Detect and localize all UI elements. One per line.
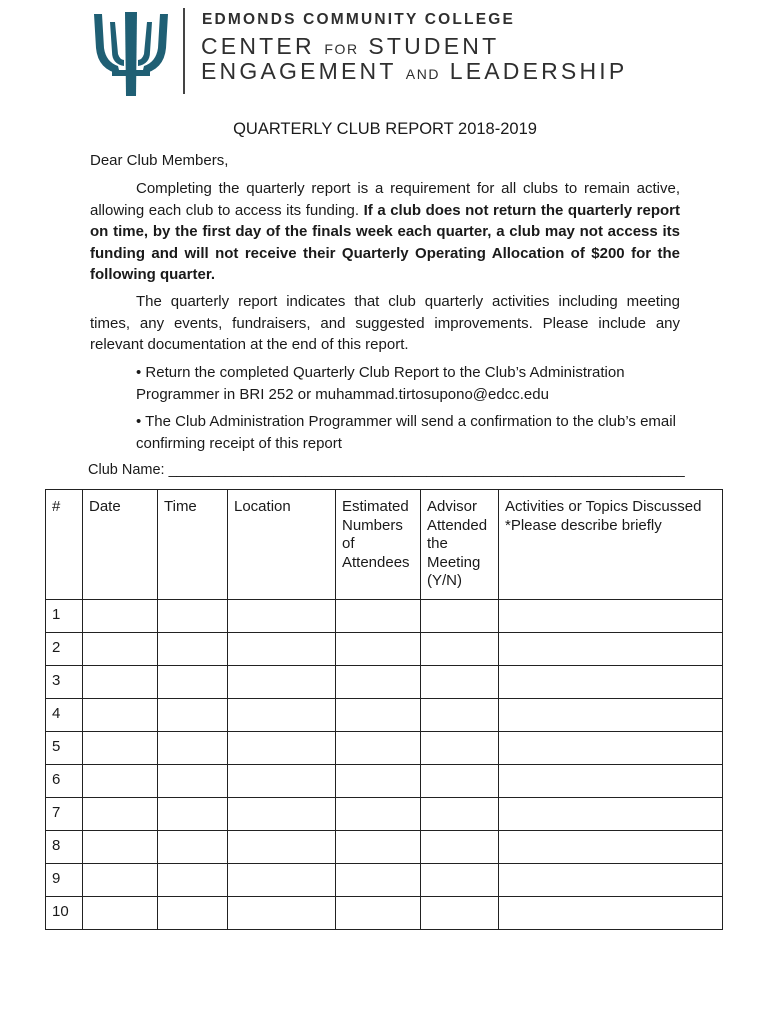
row-number: 8 <box>46 831 83 864</box>
date-cell[interactable] <box>83 798 158 831</box>
bullet-return-report: • Return the completed Quarterly Club Report to the Club’s Administration Programmer in BRI 252 or muhammad.tirtosupono@edcc.edu <box>136 364 625 403</box>
activities-cell[interactable] <box>499 897 723 930</box>
row-number: 2 <box>46 633 83 666</box>
row-number: 3 <box>46 666 83 699</box>
row-number: 10 <box>46 897 83 930</box>
time-cell[interactable] <box>158 798 228 831</box>
date-cell[interactable] <box>83 666 158 699</box>
date-cell[interactable] <box>83 600 158 633</box>
table-header-row <box>46 490 723 600</box>
location-cell[interactable] <box>228 831 336 864</box>
location-cell[interactable] <box>228 600 336 633</box>
col-header-time: Time <box>158 490 228 600</box>
time-cell[interactable] <box>158 600 228 633</box>
row-number: 7 <box>46 798 83 831</box>
table-row <box>46 666 723 699</box>
report-title: QUARTERLY CLUB REPORT 2018-2019 <box>233 120 537 138</box>
table-row <box>46 732 723 765</box>
time-cell[interactable] <box>158 831 228 864</box>
col-header-attendees: Estimated Numbers of Attendees <box>336 490 421 600</box>
attendees-cell[interactable] <box>336 864 421 897</box>
table-row <box>46 864 723 897</box>
attendees-cell[interactable] <box>336 732 421 765</box>
activities-cell[interactable] <box>499 633 723 666</box>
date-cell[interactable] <box>83 699 158 732</box>
col-header-number: # <box>46 490 83 600</box>
dept-word-leadership: LEADERSHIP <box>449 58 628 84</box>
dept-word-engagement: ENGAGEMENT <box>201 58 397 84</box>
row-number: 1 <box>46 600 83 633</box>
location-cell[interactable] <box>228 699 336 732</box>
location-cell[interactable] <box>228 864 336 897</box>
advisor-cell[interactable] <box>421 897 499 930</box>
paragraph-description-text: The quarterly report indicates that club quarterly activities including meeting times, any events, fundraisers, and suggested improvements. Please include any relevant documentation at the end of this report. <box>90 293 680 353</box>
date-cell[interactable] <box>83 831 158 864</box>
row-number: 6 <box>46 765 83 798</box>
time-cell[interactable] <box>158 897 228 930</box>
time-cell[interactable] <box>158 732 228 765</box>
meetings-table <box>45 489 723 930</box>
paragraph-description <box>90 291 680 356</box>
table-row <box>46 798 723 831</box>
table-row <box>46 633 723 666</box>
date-cell[interactable] <box>83 897 158 930</box>
location-cell[interactable] <box>228 765 336 798</box>
paragraph-requirement-bold: If a club does not return the quarterly report on time, by the first day of the finals week each quarter, a club may not access its funding and will not receive their Quarterly Operating Allocation of $200 for the following quarter. <box>90 201 680 283</box>
time-cell[interactable] <box>158 666 228 699</box>
activities-cell[interactable] <box>499 864 723 897</box>
attendees-cell[interactable] <box>336 765 421 798</box>
attendees-cell[interactable] <box>336 633 421 666</box>
time-cell[interactable] <box>158 765 228 798</box>
activities-cell[interactable] <box>499 765 723 798</box>
activities-cell[interactable] <box>499 798 723 831</box>
advisor-cell[interactable] <box>421 633 499 666</box>
attendees-cell[interactable] <box>336 666 421 699</box>
advisor-cell[interactable] <box>421 732 499 765</box>
time-cell[interactable] <box>158 699 228 732</box>
activities-cell[interactable] <box>499 831 723 864</box>
trident-logo-icon <box>92 10 170 96</box>
salutation: Dear Club Members, <box>90 152 229 169</box>
date-cell[interactable] <box>83 732 158 765</box>
club-name-field[interactable]: Club Name: ________________________________________________________________ <box>88 462 685 478</box>
col-header-advisor: Advisor Attended the Meeting (Y/N) <box>421 490 499 600</box>
table-row <box>46 831 723 864</box>
advisor-cell[interactable] <box>421 864 499 897</box>
attendees-cell[interactable] <box>336 798 421 831</box>
date-cell[interactable] <box>83 864 158 897</box>
advisor-cell[interactable] <box>421 666 499 699</box>
header-divider <box>183 8 185 94</box>
paragraph-requirement-text: Completing the quarterly report is a requirement for all clubs to remain active, allowing each club to access its funding. <box>90 180 680 219</box>
col-header-date: Date <box>83 490 158 600</box>
location-cell[interactable] <box>228 897 336 930</box>
attendees-cell[interactable] <box>336 600 421 633</box>
location-cell[interactable] <box>228 732 336 765</box>
dept-word-center: CENTER <box>201 33 315 59</box>
table-row <box>46 600 723 633</box>
dept-word-and: AND <box>405 66 441 82</box>
col-header-location: Location <box>228 490 336 600</box>
activities-cell[interactable] <box>499 600 723 633</box>
attendees-cell[interactable] <box>336 897 421 930</box>
attendees-cell[interactable] <box>336 831 421 864</box>
advisor-cell[interactable] <box>421 765 499 798</box>
location-cell[interactable] <box>228 633 336 666</box>
department-line-2 <box>201 58 627 85</box>
paragraph-requirement <box>90 178 680 286</box>
activities-cell[interactable] <box>499 732 723 765</box>
location-cell[interactable] <box>228 666 336 699</box>
advisor-cell[interactable] <box>421 798 499 831</box>
activities-cell[interactable] <box>499 699 723 732</box>
advisor-cell[interactable] <box>421 831 499 864</box>
dept-word-student: STUDENT <box>368 33 500 59</box>
col-header-activities: Activities or Topics Discussed *Please describe briefly <box>499 490 723 600</box>
activities-cell[interactable] <box>499 666 723 699</box>
department-line-1 <box>201 33 499 60</box>
row-number: 9 <box>46 864 83 897</box>
row-number: 5 <box>46 732 83 765</box>
advisor-cell[interactable] <box>421 699 499 732</box>
advisor-cell[interactable] <box>421 600 499 633</box>
table-row <box>46 765 723 798</box>
date-cell[interactable] <box>83 633 158 666</box>
row-number: 4 <box>46 699 83 732</box>
college-name: EDMONDS COMMUNITY COLLEGE <box>202 11 516 28</box>
table-row <box>46 699 723 732</box>
dept-word-for: FOR <box>324 41 359 57</box>
time-cell[interactable] <box>158 633 228 666</box>
time-cell[interactable] <box>158 864 228 897</box>
date-cell[interactable] <box>83 765 158 798</box>
attendees-cell[interactable] <box>336 699 421 732</box>
bullet-confirmation: • The Club Administration Programmer will send a confirmation to the club’s email confirming receipt of this report <box>136 413 676 452</box>
location-cell[interactable] <box>228 798 336 831</box>
table-row <box>46 897 723 930</box>
